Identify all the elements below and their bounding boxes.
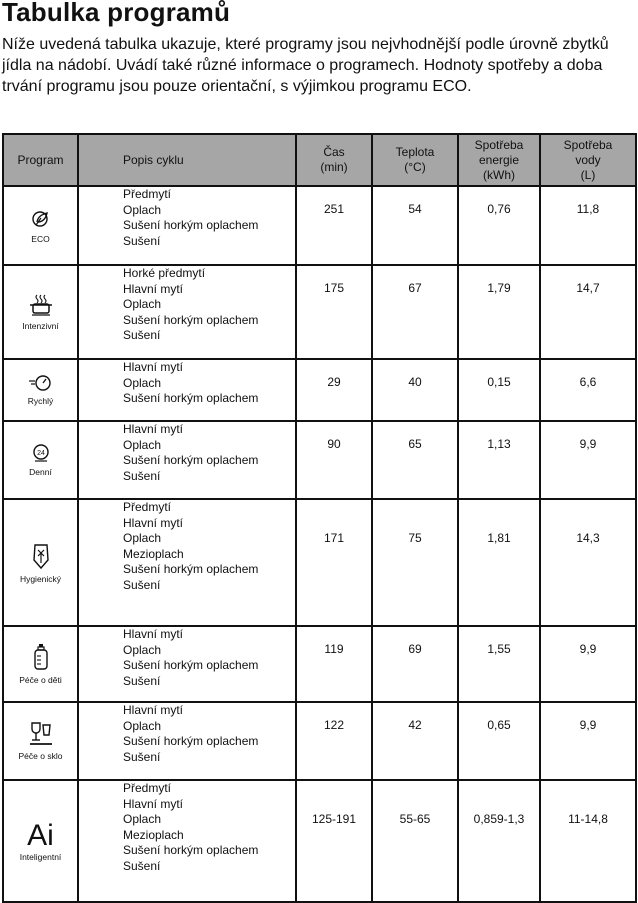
program-name: Intenzivní <box>22 321 59 331</box>
water-value: 14,7 <box>540 265 636 359</box>
header-time: Čas (min) <box>296 134 372 186</box>
temp-value: 42 <box>372 702 458 780</box>
water-value: 9,9 <box>540 626 636 702</box>
time-value: 122 <box>296 702 372 780</box>
cycle-step: Sušení <box>123 233 161 248</box>
program-name: Inteligentní <box>19 851 62 862</box>
svg-text:24: 24 <box>36 450 45 457</box>
cycle-description <box>78 359 296 421</box>
energy-value: 1,79 <box>458 265 540 359</box>
cycle-step: Sušení <box>123 673 161 688</box>
cycle-description <box>78 421 296 499</box>
program-cell <box>3 499 78 626</box>
table-row <box>3 702 636 780</box>
table-row <box>3 626 636 702</box>
program-cell <box>3 186 78 265</box>
water-value: 9,9 <box>540 702 636 780</box>
cycle-step: Oplach <box>123 718 162 733</box>
cycle-step: Sušení horkým oplachem <box>123 843 259 858</box>
cycle-step: Oplach <box>123 531 162 546</box>
cycle-step: Předmytí <box>123 187 172 201</box>
program-table <box>2 133 637 903</box>
hygiene-shield-icon <box>4 542 77 573</box>
ai-text-icon: Ai <box>27 818 54 852</box>
cycle-description <box>78 499 296 626</box>
table-row <box>3 265 636 359</box>
program-name: Rychlý <box>27 396 54 406</box>
water-value: 6,6 <box>540 359 636 421</box>
page-title: Tabulka programů <box>2 0 231 27</box>
time-value: 171 <box>296 499 372 626</box>
energy-value: 1,13 <box>458 421 540 499</box>
table-row <box>3 186 636 265</box>
program-name: Péče o sklo <box>18 751 63 761</box>
cycle-step: Oplach <box>123 297 162 312</box>
header-description: Popis cyklu <box>78 134 296 186</box>
cycle-step: Sušení horkým oplachem <box>123 734 259 749</box>
cycle-step: Oplach <box>123 437 162 452</box>
water-value: 11,8 <box>540 186 636 265</box>
cycle-step: Hlavní mytí <box>123 796 184 811</box>
cycle-step: Hlavní mytí <box>123 627 184 641</box>
header-program: Program <box>3 134 78 186</box>
temp-value: 75 <box>372 499 458 626</box>
energy-value: 0,76 <box>458 186 540 265</box>
cycle-step: Sušení <box>123 858 161 873</box>
table-row <box>3 499 636 626</box>
cycle-description <box>78 186 296 265</box>
water-value: 11-14,8 <box>540 780 636 902</box>
program-name: Denní <box>29 467 52 477</box>
program-cell <box>3 702 78 780</box>
cycle-step: Sušení horkým oplachem <box>123 453 259 468</box>
energy-value: 1,81 <box>458 499 540 626</box>
cycle-step: Sušení horkým oplachem <box>123 562 259 577</box>
program-cell <box>3 265 78 359</box>
table-row <box>3 780 636 902</box>
baby-bottle-icon <box>4 643 77 674</box>
table-row <box>3 421 636 499</box>
stopwatch-icon <box>4 374 77 395</box>
program-cell <box>3 421 78 499</box>
cycle-step: Hlavní mytí <box>123 515 184 530</box>
program-name: ECO <box>31 233 50 244</box>
cycle-step: Hlavní mytí <box>123 360 184 374</box>
cycle-step: Oplach <box>123 202 162 217</box>
water-value: 14,3 <box>540 499 636 626</box>
temp-value: 67 <box>372 265 458 359</box>
cycle-description <box>78 702 296 780</box>
time-value: 90 <box>296 421 372 499</box>
cycle-step: Sušení <box>123 749 161 764</box>
temp-value: 40 <box>372 359 458 421</box>
temp-value: 65 <box>372 421 458 499</box>
table-header-row <box>3 134 636 186</box>
energy-value: 0,65 <box>458 702 540 780</box>
cycle-description <box>78 780 296 902</box>
intro-text: Níže uvedená tabulka ukazuje, které programy jsou nejvhodnější podle úrovně zbytků jídla na nádobí. Uvádí také různé informace o programech. Hodnoty spotřeby a doba trvání programu jsou pouze orientační, s výjimkou programu ECO. <box>2 36 609 95</box>
header-water: Spotřeba vody (L) <box>540 134 636 186</box>
energy-value: 0,15 <box>458 359 540 421</box>
time-value: 175 <box>296 265 372 359</box>
time-value: 119 <box>296 626 372 702</box>
cycle-step: Sušení horkým oplachem <box>123 658 259 673</box>
time-value: 251 <box>296 186 372 265</box>
cycle-step: Sušení <box>123 577 161 592</box>
program-name: Hygienický <box>19 573 62 584</box>
cycle-step: Hlavní mytí <box>123 703 184 717</box>
program-cell <box>3 626 78 702</box>
program-cell <box>3 780 78 902</box>
time-value: 125-191 <box>296 780 372 902</box>
cycle-step: Oplach <box>123 812 162 827</box>
cycle-step: Oplach <box>123 375 162 390</box>
cycle-description <box>78 265 296 359</box>
cycle-step: Mezioplach <box>123 827 184 842</box>
cycle-step: Oplach <box>123 642 162 657</box>
cycle-step: Sušení horkým oplachem <box>123 312 259 327</box>
header-temperature: Teplota (°C) <box>372 134 458 186</box>
cycle-step: Sušení horkým oplachem <box>123 391 259 406</box>
header-energy: Spotřeba energie (kWh) <box>458 134 540 186</box>
cycle-step: Horké předmytí <box>123 266 206 280</box>
eco-leaf-icon <box>4 208 77 233</box>
temp-value: 69 <box>372 626 458 702</box>
cycle-step: Hlavní mytí <box>123 281 184 296</box>
time-value: 29 <box>296 359 372 421</box>
cycle-step: Sušení horkým oplachem <box>123 218 259 233</box>
cycle-step: Předmytí <box>123 500 172 514</box>
energy-value: 0,859-1,3 <box>458 780 540 902</box>
cycle-step: Hlavní mytí <box>123 422 184 436</box>
cycle-step: Sušení <box>123 328 161 343</box>
temp-value: 55-65 <box>372 780 458 902</box>
cycle-step: Sušení <box>123 468 161 483</box>
temp-value: 54 <box>372 186 458 265</box>
program-cell <box>3 359 78 421</box>
table-row <box>3 359 636 421</box>
cycle-description <box>78 626 296 702</box>
cycle-step: Předmytí <box>123 781 172 795</box>
program-name: Péče o děti <box>19 675 62 685</box>
cycle-step: Mezioplach <box>123 546 184 561</box>
wine-glass-icon <box>4 721 77 750</box>
water-value: 9,9 <box>540 421 636 499</box>
pot-steam-icon <box>4 293 77 320</box>
clock-24-icon <box>4 443 77 466</box>
energy-value: 1,55 <box>458 626 540 702</box>
